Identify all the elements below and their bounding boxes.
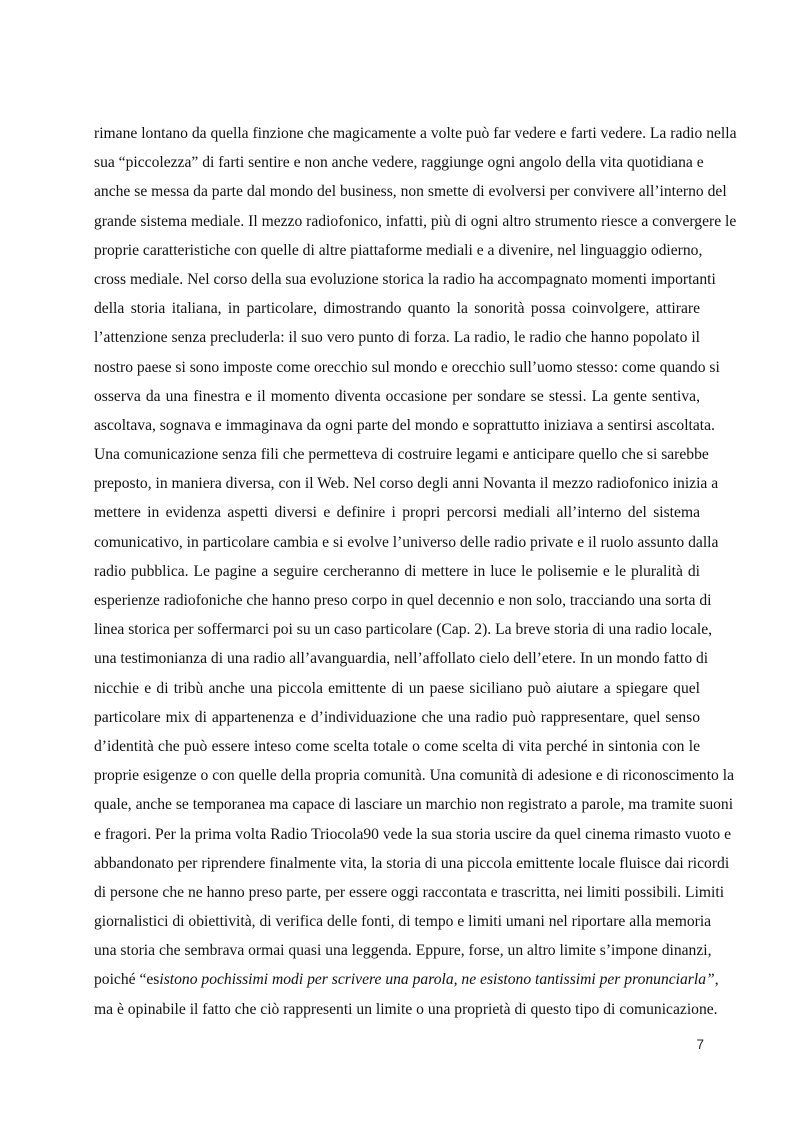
text-line: mettere in evidenza aspetti diversi e definire i propri percorsi mediali all’interno del sistema — [94, 504, 700, 522]
text-line: ma è opinabile il fatto che ciò rappresenti un limite o una proprietà di questo tipo di comunicazione. — [94, 1000, 718, 1018]
text-line: giornalistici di obiettività, di verifica delle fonti, di tempo e limiti umani nel riportare alla memoria — [94, 913, 712, 931]
text-line: della storia italiana, in particolare, dimostrando quanto la sonorità possa coinvolgere, attirare — [94, 300, 700, 318]
text-line: grande sistema mediale. Il mezzo radiofonico, infatti, più di ogni altro strumento riesce a convergere le — [94, 212, 737, 230]
text-line: cross mediale. Nel corso della sua evoluzione storica la radio ha accompagnato momenti importanti — [94, 270, 716, 288]
quote-lead: poiché “es — [94, 971, 160, 989]
text-line: abbandonato per riprendere finalmente vita, la storia di una piccola emittente locale fluisce dai ricordi — [94, 854, 730, 872]
text-line: d’identità che può essere inteso come scelta totale o come scelta di vita perché in sintonia con le — [94, 737, 700, 755]
text-line: proprie esigenze o con quelle della propria comunità. Una comunità di adesione e di riconoscimento la — [94, 767, 734, 785]
text-line: di persone che ne hanno preso parte, per essere oggi raccontata e trascritta, nei limiti possibili. Limiti — [94, 883, 725, 901]
text-line: l’attenzione senza precluderla: il suo vero punto di forza. La radio, le radio che hanno popolato il — [94, 329, 700, 347]
text-line: quale, anche se temporanea ma capace di lasciare un marchio non registrato a parole, ma tramite suoni — [94, 796, 734, 814]
text-line: linea storica per soffermarci poi su un caso particolare (Cap. 2). La breve storia di una radio locale, — [94, 621, 713, 639]
quote-tail: , — [714, 971, 719, 989]
text-line: una testimonianza di una radio all’avanguardia, nell’affollato cielo dell’etere. In un mondo fatto di — [94, 650, 709, 668]
text-line: osserva da una finestra e il momento diventa occasione per sondare se stessi. La gente sentiva, — [94, 387, 700, 405]
text-line: proprie caratteristiche con quelle di altre piattaforme mediali e a divenire, nel linguaggio odierno, — [94, 241, 703, 259]
text-line: nostro paese si sono imposte come orecchio sul mondo e orecchio sull’uomo stesso: come quando si — [94, 358, 720, 376]
text-line: esperienze radiofoniche che hanno preso corpo in quel decennio e non solo, tracciando una sorta di — [94, 592, 712, 609]
text-line: anche se messa da parte dal mondo del business, non smette di evolversi per convivere all’interno del — [94, 183, 727, 201]
text-line: comunicativo, in particolare cambia e si evolve l’universo delle radio private e il ruolo assunto dalla — [94, 533, 719, 551]
text-line: una storia che sembrava ormai quasi una leggenda. Eppure, forse, un altro limite s’impone dinanzi, — [94, 942, 712, 960]
text-line: radio pubblica. Le pagine a seguire cercheranno di mettere in luce le polisemie e le pluralità di — [94, 562, 700, 580]
quote-line — [94, 965, 719, 994]
italic-quote: istono pochissimi modi per scrivere una parola, ne esistono tantissimi per pronunciarla” — [159, 971, 715, 989]
page-number: 7 — [696, 1037, 704, 1052]
text-line: particolare mix di appartenenza e d’individuazione che una radio può rappresentare, quel senso — [94, 708, 700, 726]
text-line: nicchie e di tribù anche una piccola emittente di un paese siciliano può aiutare a spiegare quel — [94, 679, 700, 697]
text-line: ascoltava, sognava e immaginava da ogni parte del mondo e soprattutto iniziava a sentirsi ascoltata. — [94, 416, 715, 434]
body-text — [94, 119, 737, 1024]
text-line: Una comunicazione senza fili che permetteva di costruire legami e anticipare quello che si sarebbe — [94, 446, 709, 464]
text-line: rimane lontano da quella finzione che magicamente a volte può far vedere e farti vedere. La radio nella — [94, 125, 737, 142]
text-line: sua “piccolezza” di farti sentire e non anche vedere, raggiunge ogni angolo della vita quotidiana e — [94, 154, 704, 172]
text-line: preposto, in maniera diversa, con il Web. Nel corso degli anni Novanta il mezzo radiofonico inizia a — [94, 475, 719, 493]
text-line: e fragori. Per la prima volta Radio Triocola90 vede la sua storia uscire da quel cinema rimasto vuoto e — [94, 825, 731, 843]
